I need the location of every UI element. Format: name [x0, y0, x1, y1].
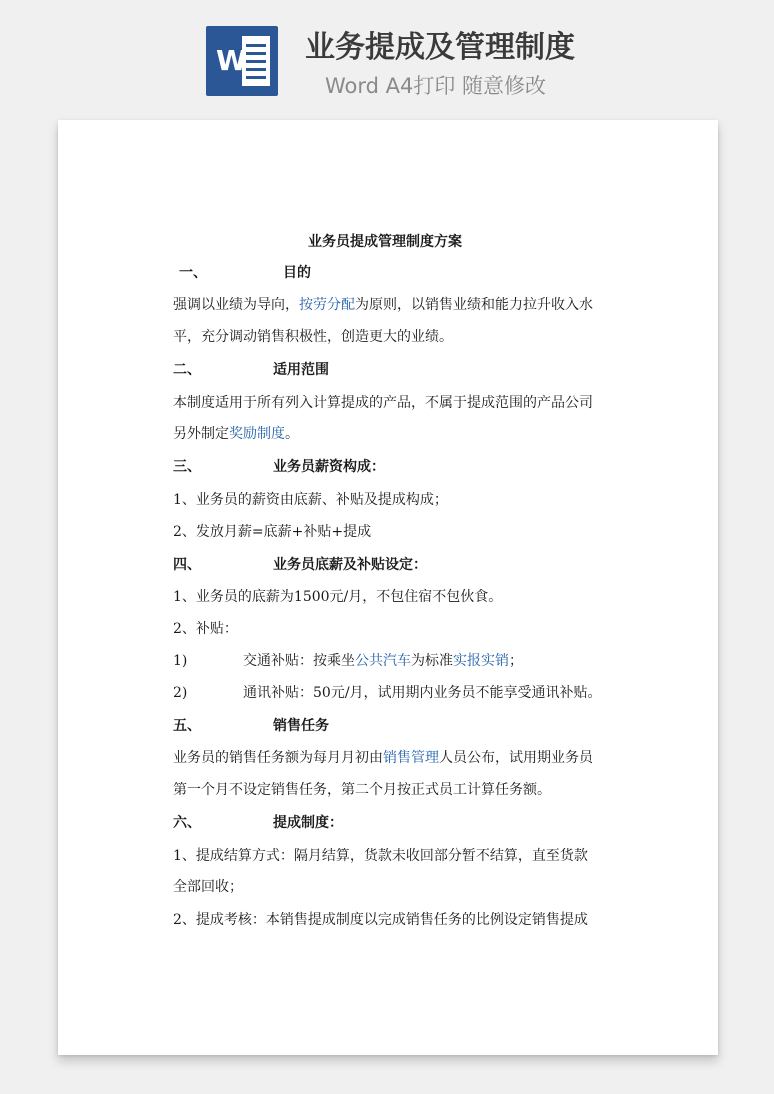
paragraph: 强调以业绩为导向，按劳分配为原则，以销售业绩和能力拉升收入水 — [173, 297, 593, 313]
banner — [0, 0, 774, 115]
section-heading-4: 四、 业务员底薪及补贴设定： — [173, 557, 427, 573]
section-heading-1: 一、 目的 — [179, 265, 311, 281]
list-item: 2) 通讯补贴：50元/月，试用期内业务员不能享受通讯补贴。 — [173, 685, 602, 701]
paragraph: 业务员的销售任务额为每月月初由销售管理人员公布，试用期业务员 — [173, 750, 593, 766]
paragraph: 1、提成结算方式：隔月结算，货款未收回部分暂不结算，直至货款 — [173, 848, 588, 864]
list-item: 1) 交通补贴：按乘坐公共汽车为标准实报实销； — [173, 653, 523, 669]
paragraph: 2、发放月薪=底薪+补贴+提成 — [173, 524, 372, 540]
paragraph: 2、提成考核：本销售提成制度以完成销售任务的比例设定销售提成 — [173, 912, 588, 928]
section-heading-2: 二、 适用范围 — [173, 362, 329, 378]
link-text[interactable]: 销售管理 — [383, 750, 439, 766]
link-text[interactable]: 公共汽车 — [355, 653, 411, 669]
banner-title: 业务提成及管理制度 — [305, 30, 575, 65]
paragraph: 本制度适用于所有列入计算提成的产品，不属于提成范围的产品公司 — [173, 395, 593, 411]
banner-subtitle: Word A4打印 随意修改 — [325, 74, 547, 98]
paragraph: 2、补贴： — [173, 621, 238, 637]
section-heading-6: 六、 提成制度： — [173, 815, 343, 831]
paragraph: 第一个月不设定销售任务，第二个月按正式员工计算任务额。 — [173, 782, 551, 798]
document-page — [58, 120, 718, 1055]
paragraph: 平，充分调动销售积极性，创造更大的业绩。 — [173, 329, 453, 345]
paragraph: 全部回收； — [173, 879, 243, 895]
link-text[interactable]: 按劳分配 — [299, 297, 355, 313]
section-heading-3: 三、 业务员薪资构成： — [173, 459, 385, 475]
section-heading-5: 五、 销售任务 — [173, 718, 329, 734]
paragraph: 1、业务员的薪资由底薪、补贴及提成构成； — [173, 492, 448, 508]
link-text[interactable]: 奖励制度 — [229, 426, 285, 442]
paragraph: 1、业务员的底薪为1500元/月，不包住宿不包伙食。 — [173, 589, 503, 605]
paragraph: 另外制定奖励制度。 — [173, 426, 299, 442]
document-title: 业务员提成管理制度方案 — [308, 234, 462, 250]
link-text[interactable]: 实报实销 — [453, 653, 509, 669]
word-document-icon: W — [206, 26, 278, 96]
